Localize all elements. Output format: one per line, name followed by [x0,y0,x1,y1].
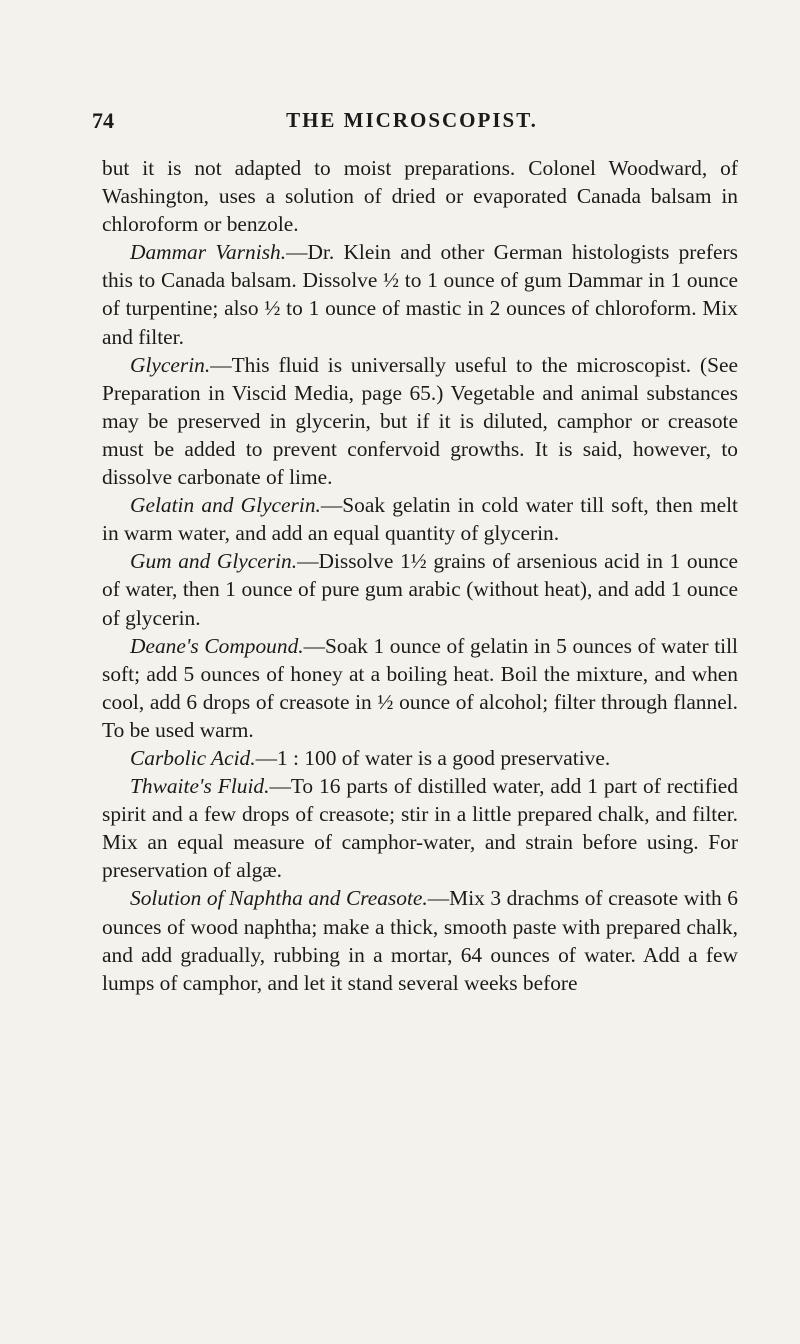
running-title: THE MICROSCOPIST. [286,108,538,132]
paragraph [102,744,738,772]
paragraph [102,547,738,631]
paragraph-text: —Dr. Klein and other German histologists prefers this to Canada balsam. Dissolve ½ to 1 ounce of gum Dammar in 1 ounce of turpentine; also ½ to 1 ounce of mastic in 2 ounces of chloroform. Mix and filter. [102,240,738,349]
paragraph [102,884,738,996]
paragraph-text: —Mix 3 drachms of creasote with 6 ounces of wood naphtha; make a thick, smooth paste with prepared chalk, and add gradually, rubbing in a mortar, 64 ounces of water. Add a few lumps of camphor, and let it stand several weeks before [102,886,738,995]
paragraph [102,238,738,350]
paragraph-title: Solution of Naphtha and Creasote. [130,886,428,911]
paragraph-text: —1 : 100 of water is a good preservative. [255,745,611,770]
paragraph-text: —To 16 parts of distilled water, add 1 part of rectified spirit and a few drops of creasote; stir in a little prepared chalk, and filter. Mix an equal measure of camphor-water, and strain before using. For preservation of algæ. [102,774,738,883]
paragraph [102,491,738,547]
paragraph-text: —Soak 1 ounce of gelatin in 5 ounces of water till soft; add 5 ounces of honey at a boiling heat. Boil the mixture, and when cool, add 6 drops of creasote in ½ ounce of alcohol; filter through flannel. To be used warm. [102,633,738,742]
paragraph-text: but it is not adapted to moist preparations. Colonel Woodward, of Washington, uses a solution of dried or evaporated Canada balsam in chloroform or benzole. [102,156,738,237]
paragraph-title: Gelatin and Glycerin. [130,493,321,518]
paragraph-title: Thwaite's Fluid. [130,774,270,799]
paragraph [102,632,738,744]
paragraph [102,772,738,884]
body-text [102,154,738,997]
paragraph [102,351,738,491]
paragraph [102,154,738,238]
page-number: 74 [92,108,114,133]
page-header [92,108,732,138]
paragraph-text: —This fluid is universally useful to the microscopist. (See Preparation in Viscid Media, page 65.) Vegetable and animal substances may be preserved in glycerin, but if it is diluted, camphor or creasote must be added to prevent confervoid growths. It is said, however, to dissolve carbonate of lime. [102,352,738,490]
paragraph-title: Gum and Glycerin. [130,549,298,574]
paragraph-title: Dammar Varnish. [130,240,287,265]
paragraph-title: Deane's Compound. [130,633,304,658]
paragraph-title: Glycerin. [130,352,211,377]
paragraph-text: —Soak gelatin in cold water till soft, then melt in warm water, and add an equal quantity of glycerin. [102,493,738,546]
paragraph-title: Carbolic Acid. [130,745,256,770]
paragraph-text: —Dissolve 1½ grains of arsenious acid in 1 ounce of water, then 1 ounce of pure gum arabic (without heat), and add 1 ounce of glycerin. [102,549,738,630]
